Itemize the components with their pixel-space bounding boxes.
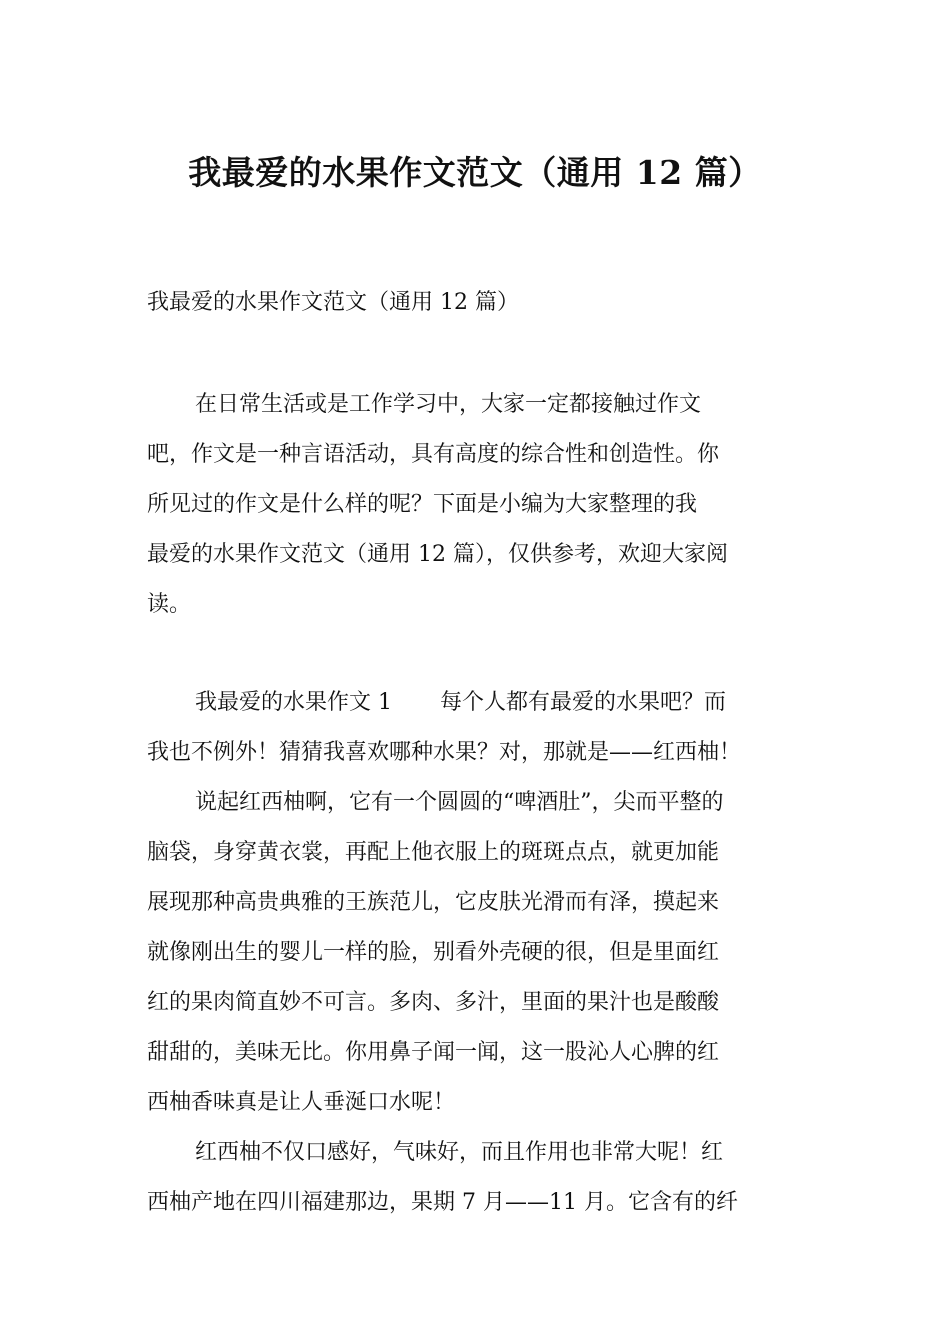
paragraph-line: 每个人都有最爱的水果吧？而 [440, 690, 727, 715]
essay-body [147, 678, 807, 1228]
paragraph-line: 脑袋，身穿黄衣裳，再配上他衣服上的斑斑点点，就更加能 [147, 840, 720, 865]
paragraph-line: 读。 [147, 592, 192, 617]
paragraph-line: 说起红西柚啊，它有一个圆圆的“啤酒肚”，尖而平整的 [195, 790, 724, 815]
paragraph-line: 西柚产地在四川福建那边，果期 7 月——11 月。它含有的纤 [147, 1190, 738, 1215]
paragraph-line: 西柚香味真是让人垂涎口水呢！ [147, 1090, 456, 1115]
essay-first-line [147, 678, 807, 728]
document-subtitle: 我最爱的水果作文范文（通用 12 篇） [147, 290, 519, 315]
paragraph-line: 红西柚不仅口感好，气味好，而且作用也非常大呢！红 [195, 1140, 724, 1165]
paragraph-line: 在日常生活或是工作学习中，大家一定都接触过作文 [195, 392, 702, 417]
paragraph-line: 红的果肉简直妙不可言。多肉、多汁，里面的果汁也是酸酸 [147, 990, 720, 1015]
paragraph-line: 甜甜的，美味无比。你用鼻子闻一闻，这一股沁人心脾的红 [147, 1040, 720, 1065]
intro-paragraph [147, 380, 807, 630]
paragraph-line: 吧，作文是一种言语活动，具有高度的综合性和创造性。你 [147, 442, 720, 467]
document-title: 我最爱的水果作文范文（通用 12 篇） [188, 153, 762, 192]
paragraph-line: 就像刚出生的婴儿一样的脸，别看外壳硬的很，但是里面红 [147, 940, 720, 965]
paragraph-line: 展现那种高贵典雅的王族范儿，它皮肤光滑而有泽，摸起来 [147, 890, 720, 915]
essay-heading: 我最爱的水果作文 1 [195, 690, 392, 715]
paragraph-line: 我也不例外！猜猜我喜欢哪种水果？对，那就是——红西柚！ [147, 740, 742, 765]
paragraph-line: 最爱的水果作文范文（通用 12 篇），仅供参考，欢迎大家阅 [147, 542, 728, 567]
paragraph-line: 所见过的作文是什么样的呢？下面是小编为大家整理的我 [147, 492, 698, 517]
